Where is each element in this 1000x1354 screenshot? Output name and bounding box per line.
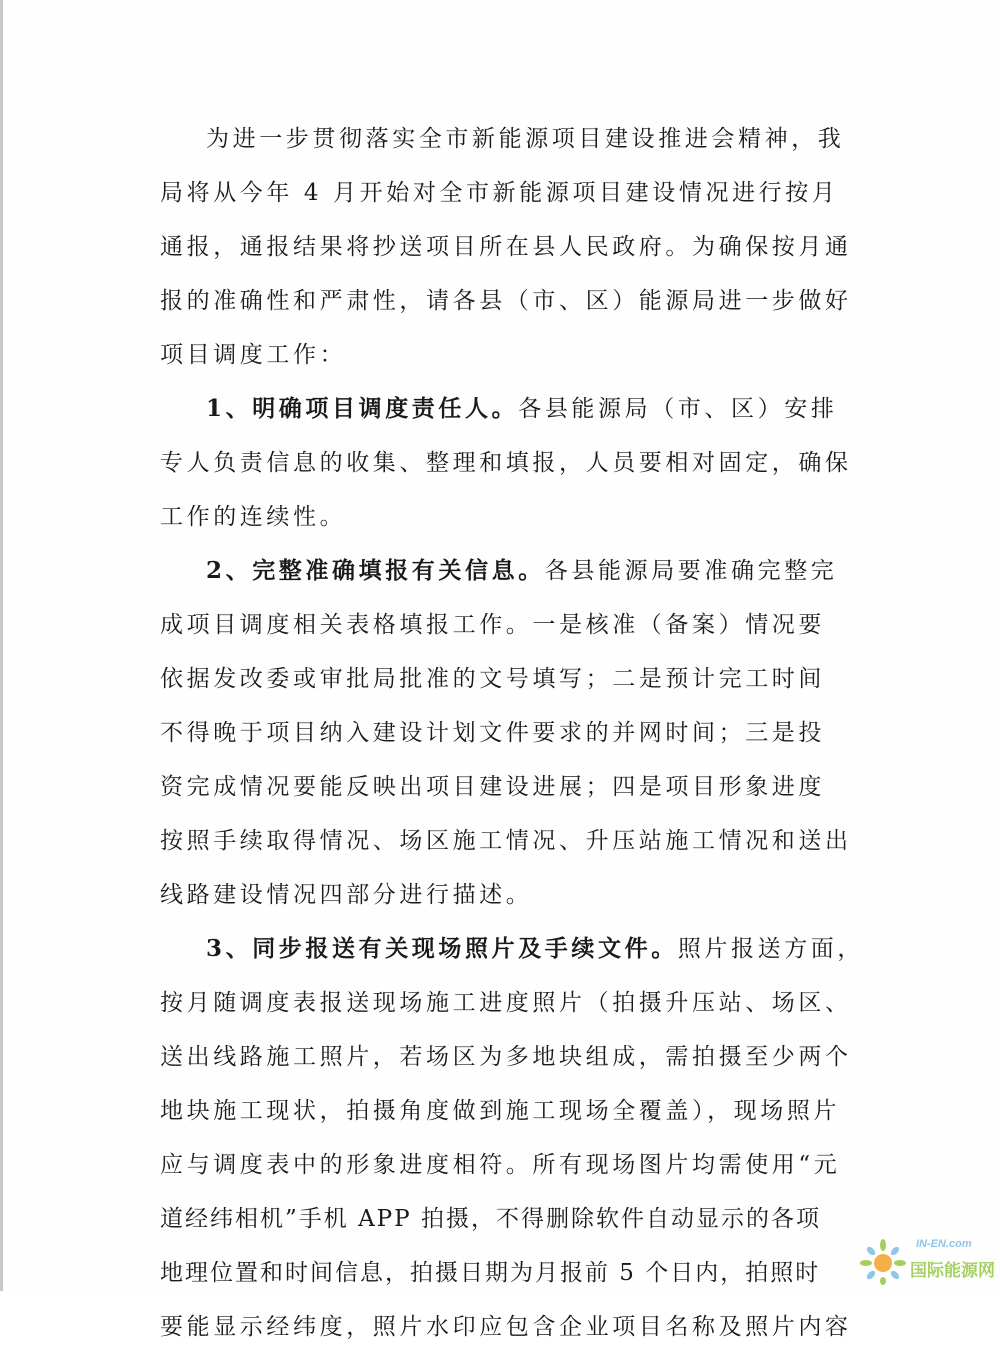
text-line: 3、同步报送有关现场照片及手续文件。照片报送方面， <box>206 935 865 962</box>
text-line: 专人负责信息的收集、整理和填报，人员要相对固定，确保 <box>160 450 852 476</box>
text-line: 地块施工现状，拍摄角度做到施工现场全覆盖），现场照片 <box>160 1098 841 1124</box>
site-domain: IN-EN.com <box>916 1238 972 1250</box>
section-heading: 1、明确项目调度责任人。 <box>206 395 519 422</box>
text-line: 应与调度表中的形象进度相符。所有现场图片均需使用“元 <box>160 1152 841 1178</box>
text-line: 为进一步贯彻落实全市新能源项目建设推进会精神，我 <box>206 126 845 152</box>
text-line: 按照手续取得情况、场区施工情况、升压站施工情况和送出 <box>160 828 852 854</box>
text-line: 通报，通报结果将抄送项目所在县人民政府。为确保按月通 <box>160 234 852 260</box>
site-name: 国际能源网 <box>910 1261 995 1281</box>
section-heading: 2、完整准确填报有关信息。 <box>206 557 545 584</box>
text-line: 项目调度工作： <box>160 342 347 368</box>
text-line: 线路建设情况四部分进行描述。 <box>160 882 533 908</box>
text-line: 地理位置和时间信息，拍摄日期为月报前 5 个日内，拍照时 <box>160 1260 821 1286</box>
section-heading: 3、同步报送有关现场照片及手续文件。 <box>206 935 678 962</box>
page-edge-shadow <box>0 0 3 1291</box>
text-line: 局将从今年 4 月开始对全市新能源项目建设情况进行按月 <box>160 180 839 206</box>
text-line: 道经纬相机”手机 APP 拍摄，不得删除软件自动显示的各项 <box>160 1206 821 1232</box>
text-line: 要能显示经纬度，照片水印应包含企业项目名称及照片内容 <box>160 1314 852 1340</box>
site-watermark-logo <box>858 1234 998 1288</box>
text-line: 依据发改委或审批局批准的文号填写；二是预计完工时间 <box>160 666 825 692</box>
text-line: 报的准确性和严肃性，请各县（市、区）能源局进一步做好 <box>160 288 852 314</box>
document-body <box>160 112 865 1354</box>
sun-logo-icon <box>858 1236 908 1286</box>
text-line: 送出线路施工照片，若场区为多地块组成，需拍摄至少两个 <box>160 1044 852 1070</box>
text-line: 1、明确项目调度责任人。各县能源局（市、区）安排 <box>206 395 838 422</box>
text-line: 资完成情况要能反映出项目建设进展；四是项目形象进度 <box>160 774 825 800</box>
text-line: 按月随调度表报送现场施工进度照片（拍摄升压站、场区、 <box>160 990 852 1016</box>
text-line: 2、完整准确填报有关信息。各县能源局要准确完整完 <box>206 557 838 584</box>
text-line: 工作的连续性。 <box>160 504 347 530</box>
text-line: 成项目调度相关表格填报工作。一是核准（备案）情况要 <box>160 612 825 638</box>
text-line: 不得晚于项目纳入建设计划文件要求的并网时间；三是投 <box>160 720 825 746</box>
